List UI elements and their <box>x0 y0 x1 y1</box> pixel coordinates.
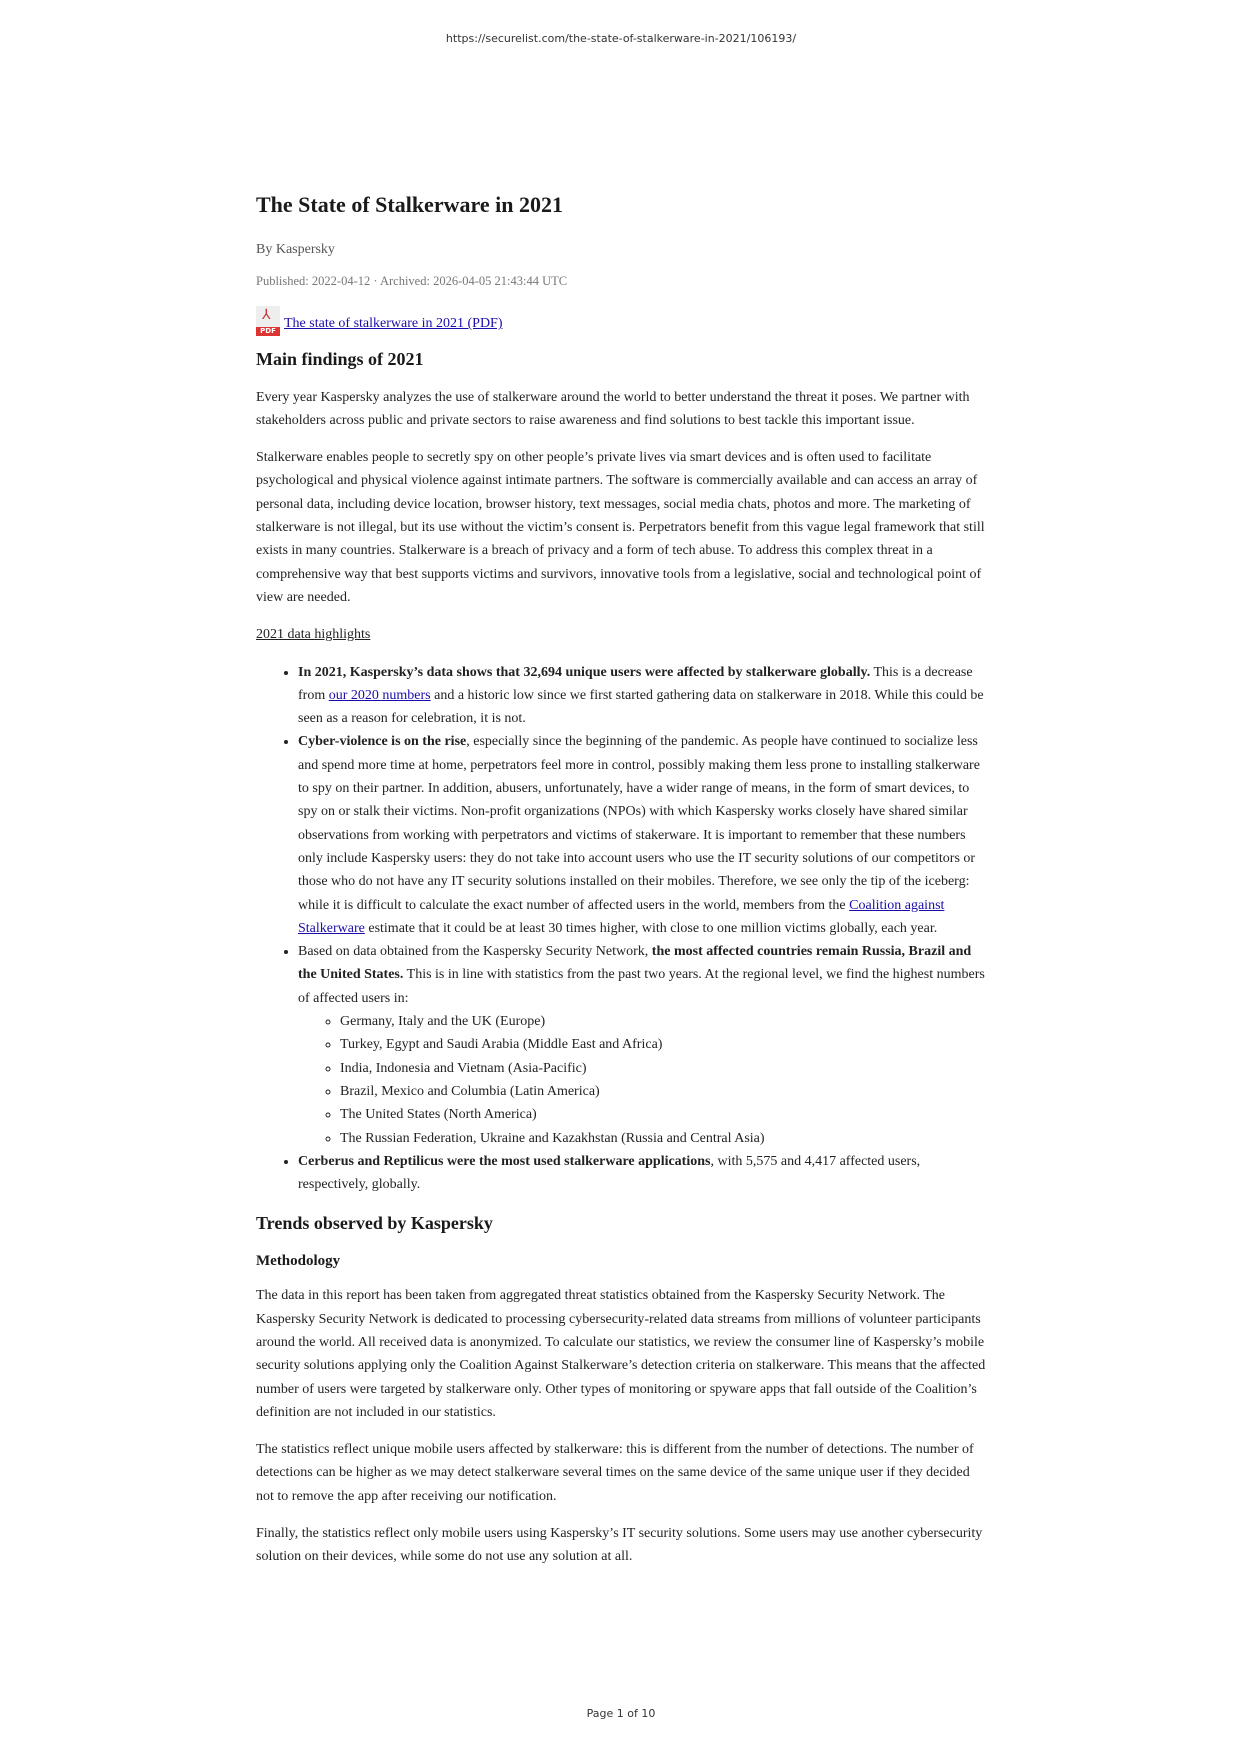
region-item: ◦ The Russian Federation, Ukraine and Kazakhstan (Russia and Central Asia) <box>340 1127 988 1150</box>
region-item: ◦ Turkey, Egypt and Saudi Arabia (Middle East and Africa) <box>340 1033 988 1056</box>
article <box>256 190 988 1583</box>
list-item: • Cyber-violence is on the rise, especially since the beginning of the pandemic. As people have continued to socialize less and spend more time at home, perpetrators feel more in control, possibly making them less prone to installing stalkerware to spy on their partner. In addition, abusers, unfortunately, have a wider range of means, in the form of smart devices, to spy on or stalk their victims. Non-profit organizations (NPOs) with which Kaspersky works closely have shared similar observations from working with perpetrators and victims of stakerware. It is important to remember that these numbers only include Kaspersky users: they do not take into account users who use the IT security solutions of our competitors or those who do not have any IT security solutions installed on their mobiles. Therefore, we see only the tip of the iceberg: while it is difficult to calculate the exact number of affected users in the world, members from the Coalition against Stalkerware estimate that it could be at least 30 times higher, with close to one million victims globally, each year. <box>298 730 988 940</box>
page-title: The State of Stalkerware in 2021 <box>256 192 563 217</box>
page-number: Page 1 of 10 <box>586 1707 656 1720</box>
region-item: ◦ India, Indonesia and Vietnam (Asia-Pacific) <box>340 1057 988 1080</box>
list-item: • In 2021, Kaspersky’s data shows that 32,694 unique users were affected by stalkerware globally. This is a decrease from our 2020 numbers and a historic low since we first started gathering data on stalkerware in 2018. While this could be seen as a reason for celebration, it is not. <box>298 661 988 731</box>
coalition-link[interactable]: Coalition against Stalkerware <box>298 897 945 936</box>
paragraph: Stalkerware enables people to secretly spy on other people’s private lives via smart devices and is often used to facilitate psychological and physical violence against intimate partners. The software is commercially available and can access an array of personal data, including device location, browser history, text messages, social media chats, photos and more. The marketing of stalkerware is not illegal, but its use without the victim’s consent is. Perpetrators benefit from this vague legal framework that still exists in many countries. Stalkerware is a breach of privacy and a form of tech abuse. To address this complex threat in a comprehensive way that best supports victims and survivors, innovative tools from a legislative, social and technological point of view are needed. <box>256 450 985 605</box>
highlights-list <box>256 661 988 1197</box>
page-url: https://securelist.com/the-state-of-stalkerware-in-2021/106193/ <box>445 32 797 45</box>
subheading-methodology: Methodology <box>256 1253 341 1270</box>
list-item: • Cerberus and Reptilicus were the most used stalkerware applications, with 5,575 and 4,417 affected users, respectively, globally. <box>298 1150 988 1197</box>
regions-list <box>298 1010 988 1150</box>
highlights-label: 2021 data highlights <box>256 627 371 643</box>
section-heading-main-findings: Main findings of 2021 <box>256 348 424 369</box>
2020-numbers-link[interactable]: our 2020 numbers <box>328 687 431 703</box>
pdf-icon[interactable]: ⅄ PDF <box>256 306 280 336</box>
byline: By Kaspersky <box>256 242 335 257</box>
paragraph: The data in this report has been taken from aggregated threat statistics obtained from the Kaspersky Security Network. The Kaspersky Security Network is dedicated to processing cybersecurity-related data streams from millions of volunteer participants around the world. All received data is anonymized. To calculate our statistics, we review the consumer line of Kaspersky’s mobile security solutions applying only the Coalition Against Stalkerware’s detection criteria on stalkerware. This means that the affected number of users were targeted by stalkerware only. Other types of monitoring or spyware apps that fall outside of the Coalition’s definition are not included in our statistics. <box>256 1288 986 1420</box>
list-item: • Based on data obtained from the Kaspersky Security Network, the most affected countries remain Russia, Brazil and the United States. This is in line with statistics from the past two years. At the regional level, we find the highest numbers of affected users in: ◦ Germany, Italy and the UK (Europe) ◦ Turkey, Egypt and Saudi Arabia (Middle East and Africa) ◦ India, Indonesia and Vietnam (Asia-Pacific) ◦ Brazil, Mexico and Columbia (Latin America) ◦ The United States (North America) ◦ The Russian Federation, Ukraine and Kazakhstan (Russia and Central Asia) <box>298 940 988 1150</box>
region-item: ◦ The United States (North America) <box>340 1103 988 1126</box>
paragraph: Every year Kaspersky analyzes the use of stalkerware around the world to better understand the threat it poses. We partner with stakeholders across public and private sectors to raise awareness and find solutions to best tackle this important issue. <box>256 389 970 428</box>
region-item: ◦ Germany, Italy and the UK (Europe) <box>340 1010 988 1033</box>
section-heading-trends: Trends observed by Kaspersky <box>256 1213 493 1234</box>
paragraph: Finally, the statistics reflect only mobile users using Kaspersky’s IT security solutions. Some users may use another cybersecurity solution on their devices, while some do not use any solution at all. <box>256 1526 983 1565</box>
region-item: ◦ Brazil, Mexico and Columbia (Latin America) <box>340 1080 988 1103</box>
publish-meta: Published: 2022-04-12 · Archived: 2026-04-05 21:43:44 UTC <box>256 274 568 289</box>
pdf-attachment <box>256 306 988 336</box>
paragraph: The statistics reflect unique mobile users affected by stalkerware: this is different from the number of detections. The number of detections can be higher as we may detect stalkerware several times on the same device of the same unique user if they decided not to remove the app after receiving our notification. <box>256 1442 974 1504</box>
pdf-link[interactable]: The state of stalkerware in 2021 (PDF) <box>284 316 503 332</box>
